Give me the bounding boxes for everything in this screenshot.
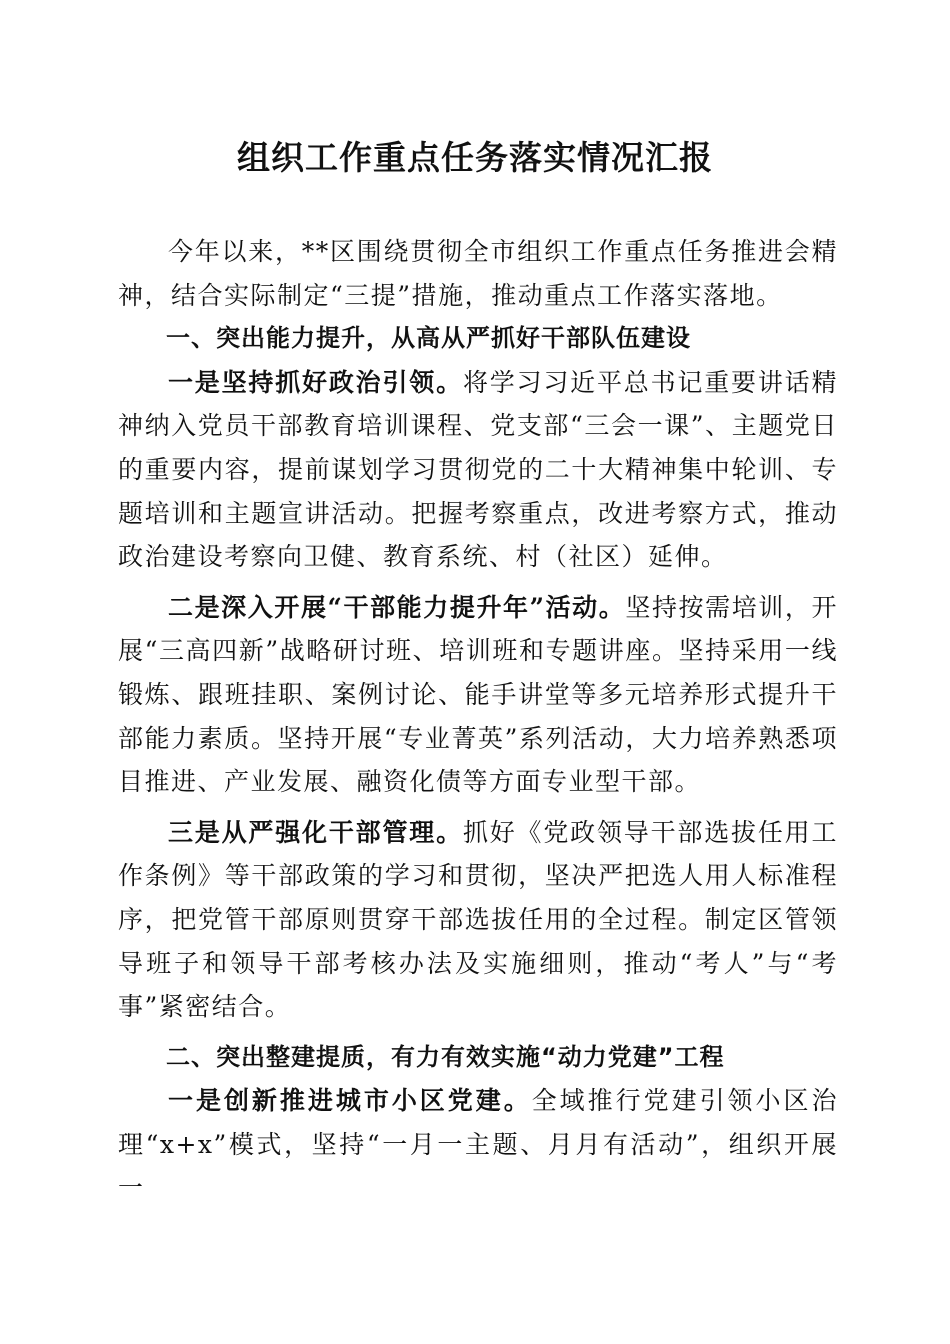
section-1-item-3	[118, 811, 838, 1029]
section-2-item-1	[118, 1079, 838, 1210]
section-1-heading: 一、突出能力提升，从高从严抓好干部队伍建设	[166, 324, 691, 353]
item-text: 坚持按需培训，开展“三高四新”战略研讨班、培训班和专题讲座。坚持采用一线锻炼、跟班挂职、案例讨论、能手讲堂等多元培养形式提升干部能力素质。坚持开展“专业菁英”系列活动，大力培养熟悉项目推进、产业发展、融资化债等方面专业型干部。	[118, 592, 838, 797]
item-lead: 一是坚持抓好政治引领。	[168, 367, 463, 397]
document-body	[118, 230, 838, 1210]
item-lead: 一是创新推进城市小区党建。	[168, 1086, 532, 1116]
item-text: 全域推行党建引领小区治理“x+x”模式，坚持“一月一主题、月月有活动”，组织开展一	[118, 1086, 838, 1203]
section-1-item-2	[118, 586, 838, 804]
document-title: 组织工作重点任务落实情况汇报	[237, 138, 713, 177]
item-lead: 三是从严强化干部管理。	[168, 817, 463, 847]
item-text: 抓好《党政领导干部选拔任用工作条例》等干部政策的学习和贯彻，坚决严把选人用人标准程序，把党管干部原则贯穿干部选拔任用的全过程。制定区管领导班子和领导干部考核办法及实施细则，推动“考人”与“考事”紧密结合。	[118, 817, 838, 1022]
item-lead: 二是深入开展“干部能力提升年”活动。	[168, 592, 626, 622]
item-text: 将学习习近平总书记重要讲话精神纳入党员干部教育培训课程、党支部“三会一课”、主题党日的重要内容，提前谋划学习贯彻党的二十大精神集中轮训、专题培训和主题宣讲活动。把握考察重点，改进考察方式，推动政治建设考察向卫健、教育系统、村（社区）延伸。	[118, 367, 838, 572]
section-1-item-1	[118, 361, 838, 579]
section-2-heading: 二、突出整建提质，有力有效实施“动力党建”工程	[166, 1042, 725, 1071]
intro-paragraph: 今年以来，**区围绕贯彻全市组织工作重点任务推进会精神，结合实际制定“三提”措施，推动重点工作落实落地。	[118, 237, 838, 310]
